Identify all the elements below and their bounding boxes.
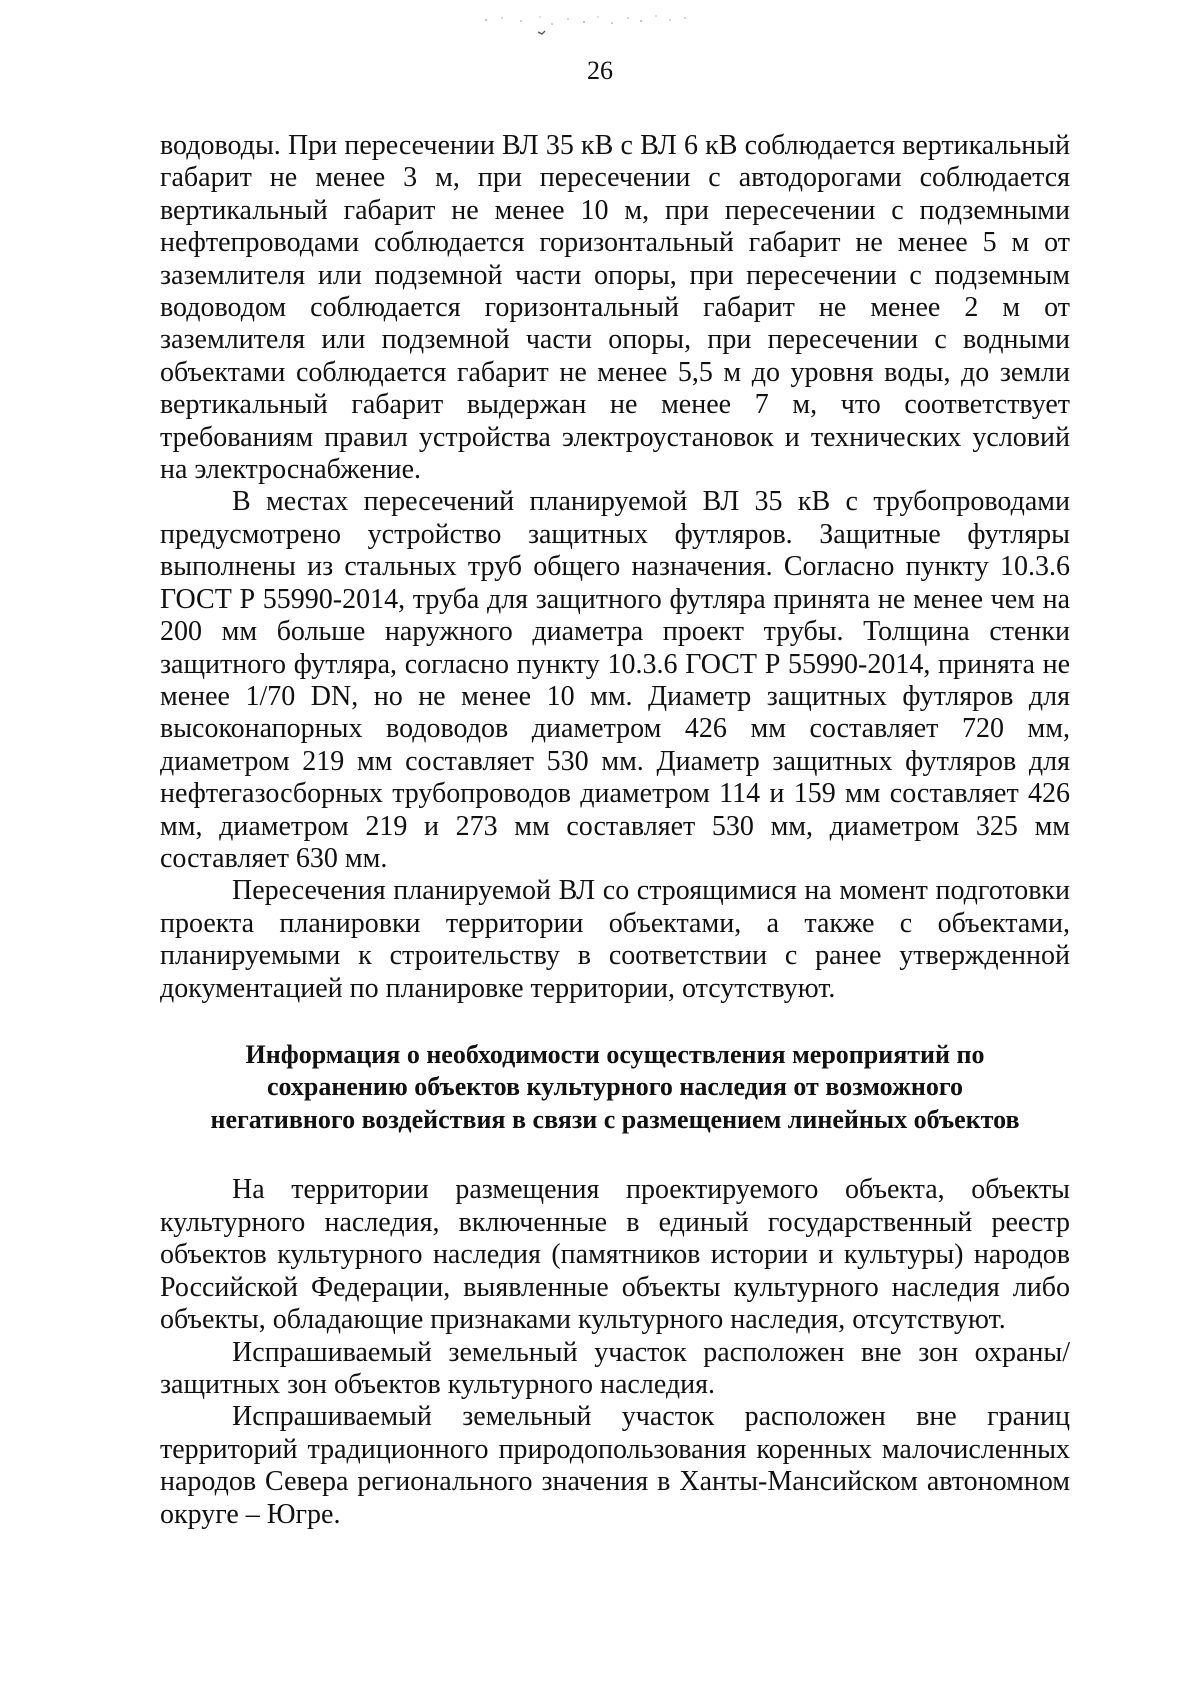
section-heading-cultural-heritage <box>160 1039 1070 1137</box>
heading-line: сохранению объектов культурного наследия от возможного <box>267 1072 963 1102</box>
heading-line: негативного воздействия в связи с размещением линейных объектов <box>210 1104 1020 1134</box>
heading-line: Информация о необходимости осуществления мероприятий по <box>245 1039 985 1069</box>
page-number: 26 <box>587 56 613 85</box>
paragraph-other-crossings: Пересечения планируемой ВЛ со строящимися на момент подготовки проекта планировки территории объектами, а также с объектами, планируемыми к строительству в соответствии с ранее утвержденной документацией по планировке территории, отсутствуют. <box>160 875 1070 1004</box>
paragraph-protective-casings: В местах пересечений планируемой ВЛ 35 кВ с трубопроводами предусмотрено устройство защитных футляров. Защитные футляры выполнены из стальных труб общего назначения. Согласно пункту 10.3.6 ГОСТ Р 55990-2014, труба для защитного футляра принята не менее чем на 200 мм больше наружного диаметра проект трубы. Толщина стенки защитного футляра, согласно пункту 10.3.6 ГОСТ Р 55990-2014, принята не менее 1/70 DN, но не менее 10 мм. Диаметр защитных футляров для высоконапорных водоводов диаметром 426 мм составляет 720 мм, диаметром 219 мм составляет 530 мм. Диаметр защитных футляров для нефтегазосборных трубопроводов диаметром 114 и 159 мм составляет 426 мм, диаметром 219 и 273 мм составляет 530 мм, диаметром 325 мм составляет 630 мм. <box>160 486 1070 874</box>
paragraph-heritage-absent: На территории размещения проектируемого объекта, объекты культурного наследия, включенные в единый государственный реестр объектов культурного наследия (памятников истории и культуры) народов Российской Федерации, выявленные объекты культурного наследия либо объекты, обладающие признаками культурного наследия, отсутствуют. <box>160 1174 1070 1336</box>
paragraph-crossing-clearances: водоводы. При пересечении ВЛ 35 кВ с ВЛ 6 кВ соблюдается вертикальный габарит не менее 3 м, при пересечении с автодорогами соблюдается вертикальный габарит не менее 10 м, при пересечении с подземными нефтепроводами соблюдается горизонтальный габарит не менее 5 м от заземлителя или подземной части опоры, при пересечении с подземным водоводом соблюдается горизонтальный габарит не менее 2 м от заземлителя или подземной части опоры, при пересечении с водными объектами соблюдается габарит не менее 5,5 м до уровня воды, до земли вертикальный габарит выдержан не менее 7 м, что соответствует требованиям правил устройства электроустановок и технических условий на электроснабжение. <box>160 130 1070 486</box>
scan-artifact <box>480 8 730 38</box>
page-body <box>160 130 1070 1531</box>
paragraph-traditional-land-use: Испрашиваемый земельный участок расположен вне границ территорий традиционного природопользования коренных малочисленных народов Севера регионального значения в Ханты-Мансийском автономном округе – Югре. <box>160 1401 1070 1530</box>
paragraph-protection-zones: Испрашиваемый земельный участок расположен вне зон охраны/защитных зон объектов культурного наследия. <box>160 1336 1070 1400</box>
